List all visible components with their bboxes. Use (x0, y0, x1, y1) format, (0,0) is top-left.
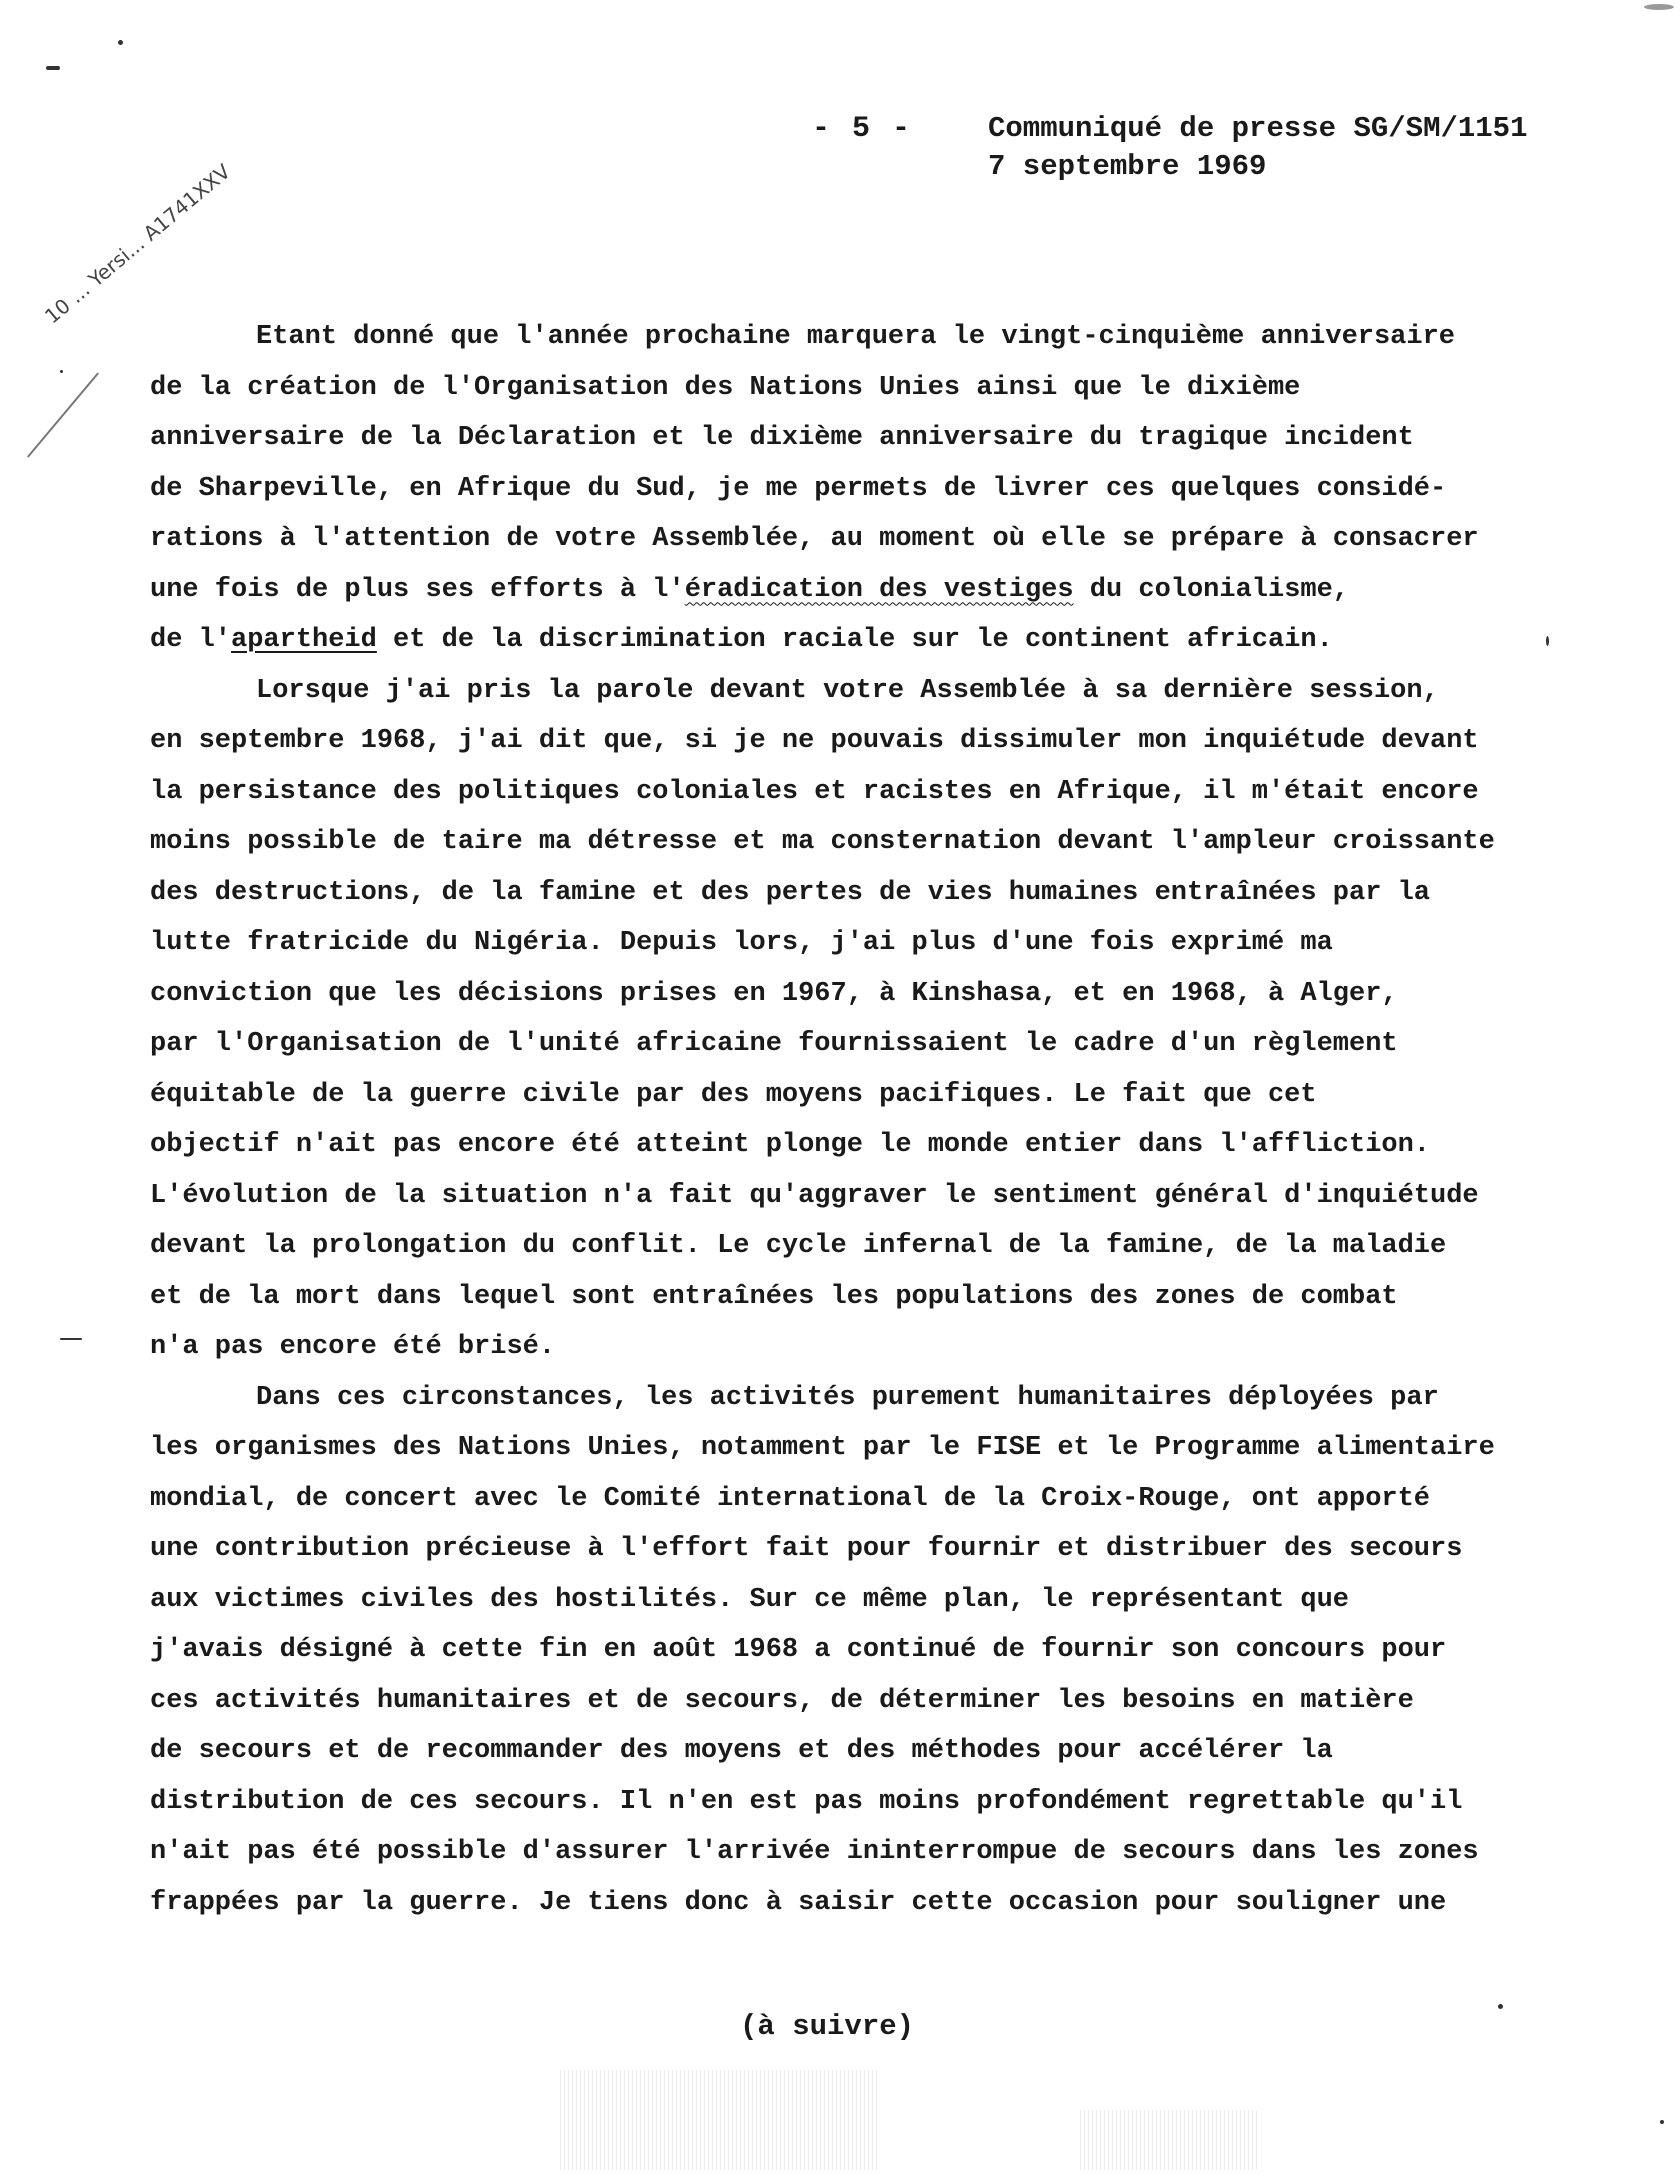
scan-speck (1644, 4, 1674, 10)
paragraph-1-line: de Sharpeville, en Afrique du Sud, je me permets de livrer ces quelques considé- (150, 473, 1447, 504)
paragraph-2-line: conviction que les décisions prises en 1967, à Kinshasa, et en 1968, à Alger, (150, 978, 1398, 1009)
underlined-phrase: éradication des vestiges (684, 574, 1074, 605)
paragraph-3-line: aux victimes civiles des hostilités. Sur ce même plan, le représentant que (150, 1584, 1349, 1615)
paragraph-3-line: de secours et de recommander des moyens et des méthodes pour accélérer la (150, 1736, 1333, 1766)
paragraph-3-line: les organismes des Nations Unies, notamment par le FISE et le Programme alimentaire (150, 1433, 1495, 1463)
paragraph-1-line: Etant donné que l'année prochaine marquera le vingt-cinquième anniversaire (256, 322, 1455, 352)
paragraph-2-line: en septembre 1968, j'ai dit que, si je ne pouvais dissimuler mon inquiétude devant (150, 726, 1479, 756)
scan-speck (60, 1338, 82, 1340)
paragraph-2-line: des destructions, de la famine et des pertes de vies humaines entraînées par la (150, 877, 1431, 908)
scan-speck (118, 40, 123, 45)
scan-speck (1660, 2120, 1664, 2124)
press-release-date: 7 septembre 1969 (988, 150, 1267, 183)
scan-speck (27, 372, 99, 458)
paragraph-2-line: la persistance des politiques coloniales et racistes en Afrique, il m'était encore (150, 776, 1479, 807)
line-text: et de la discrimination raciale sur le continent africain. (376, 625, 1333, 655)
paragraph-2-line: Lorsque j'ai pris la parole devant votre Assemblée à sa dernière session, (256, 675, 1439, 706)
document-body (150, 312, 1550, 1928)
paragraph-2-line: n'a pas encore été brisé. (150, 1332, 556, 1362)
paragraph-1-line: rations à l'attention de votre Assemblée, au moment où elle se prépare à consacrer (150, 524, 1479, 554)
paragraph-3-line: frappées par la guerre. Je tiens donc à saisir cette occasion pour souligner une (150, 1887, 1447, 1918)
paragraph-3-line: ces activités humanitaires et de secours, de déterminer les besoins en matière (150, 1685, 1414, 1716)
paragraph-2-line: devant la prolongation du conflit. Le cycle infernal de la famine, de la maladie (150, 1231, 1447, 1261)
underlined-word: apartheid (231, 625, 377, 655)
paragraph-1-line (150, 565, 1550, 616)
press-release-reference: Communiqué de presse SG/SM/1151 (988, 112, 1528, 145)
paragraph-1-line: de la création de l'Organisation des Nations Unies ainsi que le dixième (150, 372, 1301, 403)
scan-grain (560, 2070, 880, 2170)
paragraph-3-line: j'avais désigné à cette fin en août 1968 a continué de fournir son concours pour (150, 1635, 1447, 1665)
continued-footer: (à suivre) (740, 2010, 915, 2043)
line-text: une fois de plus ses efforts à l' (150, 574, 685, 605)
paragraph-2-line: lutte fratricide du Nigéria. Depuis lors, j'ai plus d'une fois exprimé ma (150, 928, 1333, 958)
paragraph-2-line: L'évolution de la situation n'a fait qu'aggraver le sentiment général d'inquiétude (150, 1180, 1479, 1211)
paragraph-1-line (150, 615, 1550, 666)
paragraph-2-line: équitable de la guerre civile par des moyens pacifiques. Le fait que cet (150, 1079, 1317, 1110)
paragraph-3-line: une contribution précieuse à l'effort fait pour fournir et distribuer des secours (150, 1534, 1463, 1564)
paragraph-2-line: moins possible de taire ma détresse et ma consternation devant l'ampleur croissante (150, 827, 1495, 857)
paragraph-3-line: n'ait pas été possible d'assurer l'arrivée ininterrompue de secours dans les zones (150, 1837, 1479, 1867)
scan-speck (46, 66, 60, 70)
paragraph-3-line: Dans ces circonstances, les activités purement humanitaires déployées par (256, 1382, 1439, 1413)
scan-speck (1546, 636, 1549, 646)
line-text: du colonialisme, (1073, 574, 1350, 605)
paragraph-2-line: et de la mort dans lequel sont entraînées les populations des zones de combat (150, 1281, 1398, 1312)
scan-grain (1080, 2110, 1260, 2170)
page-number: - 5 - (812, 112, 913, 146)
paragraph-2-line: par l'Organisation de l'unité africaine fournissaient le cadre d'un règlement (150, 1029, 1398, 1059)
line-text: de l' (150, 625, 232, 655)
handwritten-margin-note: 10 ... Yersi... A1741XXV (40, 159, 235, 329)
paragraph-2-line: objectif n'ait pas encore été atteint plonge le monde entier dans l'affliction. (150, 1130, 1431, 1160)
paragraph-3-line: distribution de ces secours. Il n'en est pas moins profondément regrettable qu'il (150, 1786, 1463, 1817)
press-release-header (988, 110, 1528, 186)
paragraph-3-line: mondial, de concert avec le Comité international de la Croix-Rouge, ont apporté (150, 1483, 1431, 1514)
scan-speck (60, 370, 63, 373)
paragraph-1-line: anniversaire de la Déclaration et le dixième anniversaire du tragique incident (150, 423, 1414, 453)
scan-speck (1498, 2004, 1503, 2009)
